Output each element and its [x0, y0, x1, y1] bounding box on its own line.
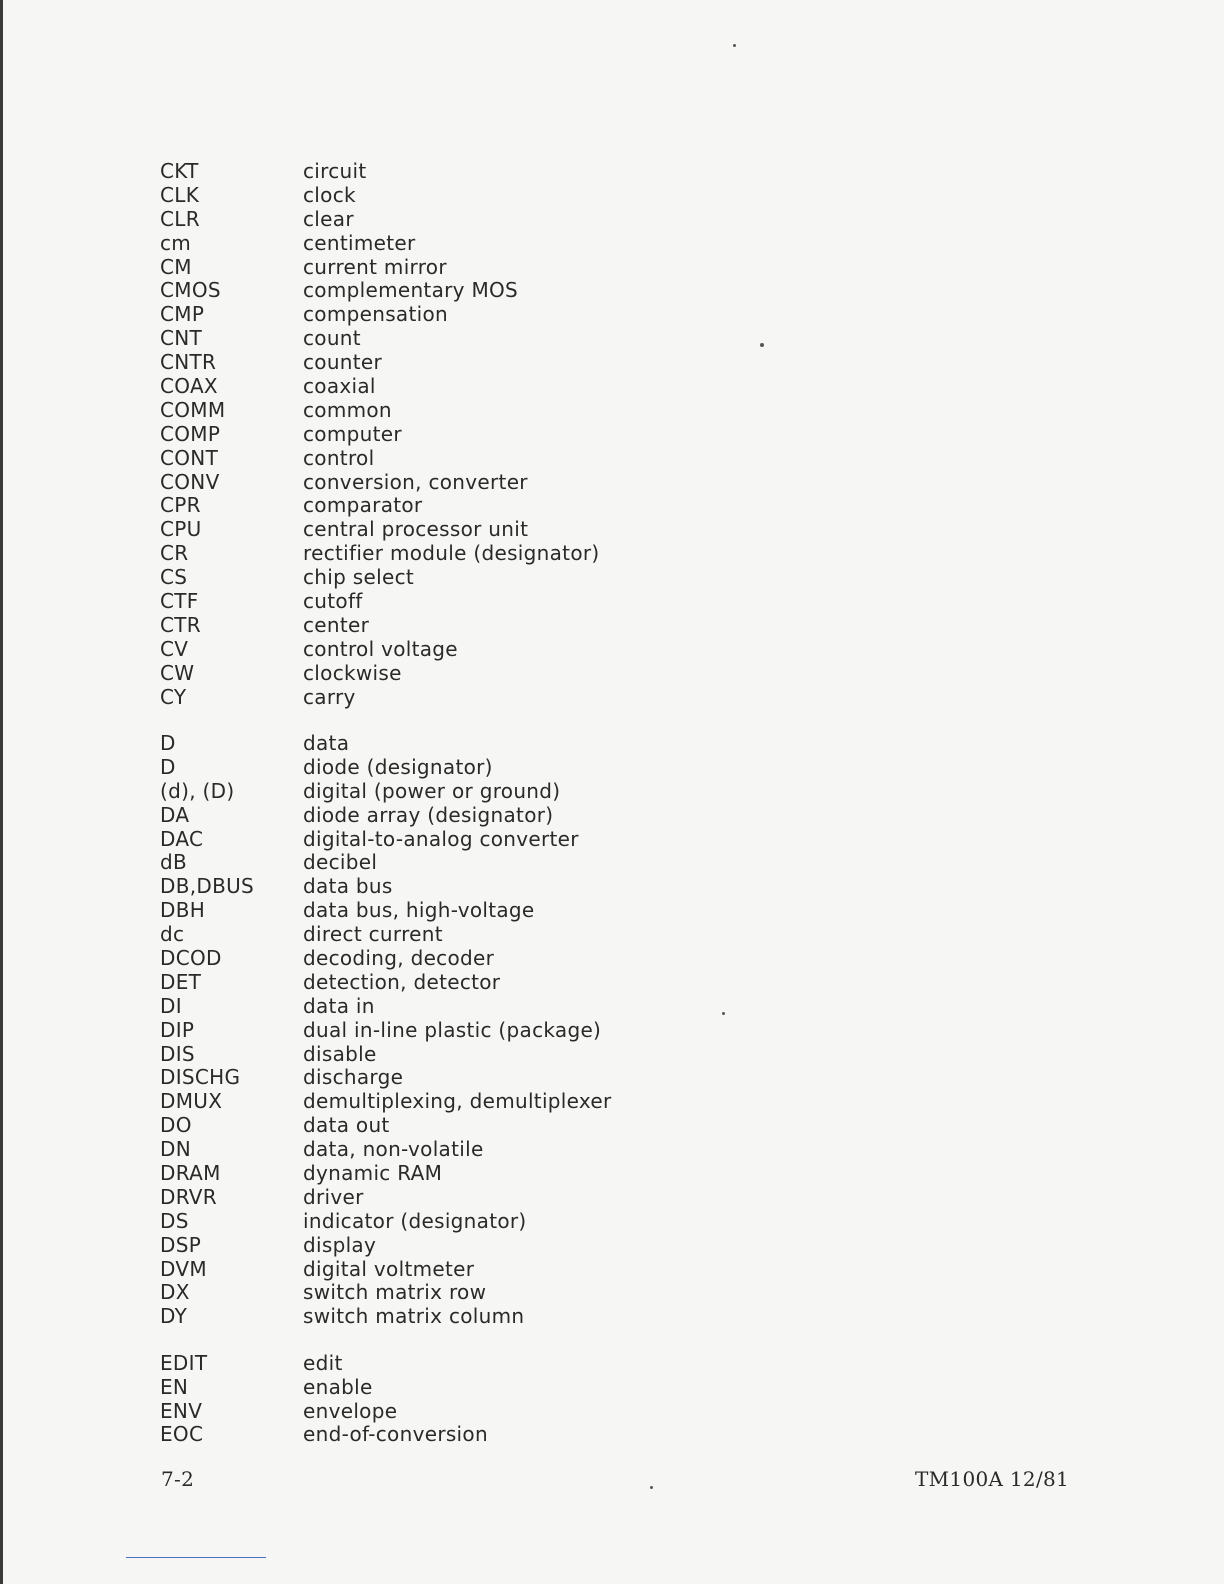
- definition: discharge: [303, 1065, 404, 1090]
- definition: enable: [303, 1374, 373, 1399]
- glossary-entry: [160, 686, 860, 710]
- definition: data out: [303, 1113, 390, 1138]
- glossary-section: [160, 1352, 860, 1448]
- definition: count: [303, 326, 361, 351]
- glossary-entry: [160, 923, 860, 947]
- definition: compensation: [303, 302, 448, 327]
- glossary-entry: [160, 1114, 860, 1138]
- glossary-entry: [160, 614, 860, 638]
- definition: envelope: [303, 1398, 398, 1423]
- abbreviation: ENV: [160, 1398, 203, 1423]
- glossary-entry: [160, 232, 860, 256]
- glossary-entry: [160, 662, 860, 686]
- scan-speck: [733, 44, 736, 47]
- abbreviation: DRVR: [160, 1184, 217, 1209]
- abbreviation: COAX: [160, 374, 218, 399]
- abbreviation: DRAM: [160, 1161, 221, 1186]
- abbreviation: CNT: [160, 326, 203, 351]
- abbreviation: CPR: [160, 493, 201, 518]
- definition: demultiplexing, demultiplexer: [303, 1089, 612, 1114]
- definition: data bus: [303, 874, 393, 899]
- abbreviation: DET: [160, 969, 202, 994]
- definition: clock: [303, 182, 356, 207]
- glossary-entry: [160, 756, 860, 780]
- abbreviation: CV: [160, 636, 189, 661]
- glossary-entry: [160, 1090, 860, 1114]
- abbreviation: DIP: [160, 1017, 195, 1042]
- definition: clear: [303, 206, 354, 231]
- glossary-entry: [160, 804, 860, 828]
- abbreviation: CW: [160, 660, 195, 685]
- definition: common: [303, 397, 392, 422]
- glossary-entry: [160, 160, 860, 184]
- abbreviation: DB,DBUS: [160, 874, 255, 899]
- definition: driver: [303, 1184, 364, 1209]
- abbreviation: dc: [160, 922, 185, 947]
- definition: control voltage: [303, 636, 458, 661]
- definition: digital voltmeter: [303, 1256, 475, 1281]
- abbreviation: CTR: [160, 612, 201, 637]
- abbreviation: DCOD: [160, 946, 222, 970]
- definition: counter: [303, 350, 383, 375]
- definition: coaxial: [303, 374, 376, 399]
- abbreviation: COMM: [160, 397, 226, 422]
- abbreviation: D: [160, 754, 176, 779]
- glossary-entry: [160, 899, 860, 923]
- definition: digital (power or ground): [303, 778, 561, 803]
- abbreviation: COMP: [160, 421, 221, 446]
- glossary-entry: [160, 566, 860, 590]
- definition: decoding, decoder: [303, 946, 495, 970]
- abbreviation: D: [160, 730, 176, 755]
- abbreviation: CKT: [160, 159, 199, 183]
- definition: dual in-line plastic (package): [303, 1017, 602, 1042]
- definition: dynamic RAM: [303, 1161, 443, 1186]
- abbreviation: EN: [160, 1374, 189, 1399]
- glossary-section: [160, 732, 860, 1329]
- definition: clockwise: [303, 660, 402, 685]
- definition: edit: [303, 1350, 343, 1375]
- glossary-entry: [160, 1423, 860, 1447]
- glossary-entry: [160, 971, 860, 995]
- definition: rectifier module (designator): [303, 541, 600, 566]
- abbreviation: (d), (D): [160, 778, 235, 803]
- document-id: TM100A 12/81: [915, 1467, 1070, 1491]
- glossary-entry: [160, 1066, 860, 1090]
- abbreviation: CLK: [160, 182, 200, 207]
- page-left-edge: [0, 0, 3, 1584]
- abbreviation: CR: [160, 541, 189, 566]
- definition: digital-to-analog converter: [303, 826, 579, 851]
- abbreviation: CY: [160, 684, 187, 709]
- glossary-entry: [160, 1234, 860, 1258]
- page-number: 7-2: [161, 1467, 195, 1491]
- abbreviation: CONV: [160, 469, 220, 494]
- glossary-entry: [160, 851, 860, 875]
- definition: switch matrix row: [303, 1280, 487, 1305]
- abbreviation: DS: [160, 1208, 189, 1233]
- abbreviation: DMUX: [160, 1089, 223, 1114]
- glossary-entry: [160, 518, 860, 542]
- abbreviation: DSP: [160, 1232, 202, 1257]
- abbreviation: DVM: [160, 1256, 207, 1281]
- glossary-entry: [160, 327, 860, 351]
- glossary-entry: [160, 1210, 860, 1234]
- glossary-entry: [160, 1352, 860, 1376]
- glossary-entry: [160, 875, 860, 899]
- glossary-entry: [160, 279, 860, 303]
- definition: center: [303, 612, 370, 637]
- abbreviation: DN: [160, 1137, 191, 1162]
- abbreviation: DAC: [160, 826, 204, 851]
- definition: diode array (designator): [303, 802, 554, 827]
- scan-speck: [722, 1012, 725, 1015]
- glossary-entry: [160, 947, 860, 971]
- glossary-entry: [160, 303, 860, 327]
- abbreviation: dB: [160, 850, 188, 875]
- definition: circuit: [303, 159, 367, 183]
- glossary-entry: [160, 208, 860, 232]
- definition: switch matrix column: [303, 1304, 525, 1329]
- definition: control: [303, 445, 375, 470]
- abbreviation: EOC: [160, 1422, 204, 1447]
- glossary-entry: [160, 351, 860, 375]
- definition: data bus, high-voltage: [303, 898, 535, 923]
- definition: cutoff: [303, 589, 363, 614]
- abbreviation: cm: [160, 230, 192, 255]
- definition: data in: [303, 993, 375, 1018]
- definition: indicator (designator): [303, 1208, 527, 1233]
- glossary-entry: [160, 1258, 860, 1282]
- abbreviation: CTF: [160, 589, 199, 614]
- glossary-entry: [160, 256, 860, 280]
- abbreviation: DIS: [160, 1041, 195, 1066]
- abbreviation: CS: [160, 565, 188, 590]
- glossary-entry: [160, 471, 860, 495]
- glossary-entry: [160, 638, 860, 662]
- glossary-entry: [160, 1162, 860, 1186]
- abbreviation: EDIT: [160, 1350, 208, 1375]
- abbreviation: DO: [160, 1113, 192, 1138]
- definition: centimeter: [303, 230, 416, 255]
- abbreviation: DISCHG: [160, 1065, 241, 1090]
- glossary-entry: [160, 590, 860, 614]
- definition: carry: [303, 684, 356, 709]
- abbreviation: DI: [160, 993, 182, 1018]
- glossary-entry: [160, 828, 860, 852]
- glossary-entry: [160, 423, 860, 447]
- definition: computer: [303, 421, 402, 446]
- glossary-entry: [160, 732, 860, 756]
- definition: comparator: [303, 493, 423, 518]
- glossary-entry: [160, 184, 860, 208]
- glossary-entry: [160, 1138, 860, 1162]
- abbreviation-glossary: [160, 160, 860, 1447]
- definition: diode (designator): [303, 754, 493, 779]
- abbreviation: CPU: [160, 517, 202, 542]
- definition: disable: [303, 1041, 377, 1066]
- definition: complementary MOS: [303, 278, 519, 303]
- abbreviation: CMP: [160, 302, 205, 327]
- glossary-entry: [160, 1186, 860, 1210]
- glossary-entry: [160, 1019, 860, 1043]
- definition: direct current: [303, 922, 443, 947]
- definition: data: [303, 730, 350, 755]
- glossary-entry: [160, 542, 860, 566]
- definition: detection, detector: [303, 969, 501, 994]
- glossary-entry: [160, 1281, 860, 1305]
- glossary-entry: [160, 1043, 860, 1067]
- abbreviation: CLR: [160, 206, 200, 231]
- scan-edge-line: [126, 1557, 266, 1558]
- scan-speck: [760, 343, 764, 347]
- definition: chip select: [303, 565, 415, 590]
- abbreviation: CM: [160, 254, 192, 279]
- glossary-entry: [160, 447, 860, 471]
- abbreviation: DY: [160, 1304, 188, 1329]
- glossary-entry: [160, 1376, 860, 1400]
- abbreviation: DA: [160, 802, 190, 827]
- abbreviation: CONT: [160, 445, 219, 470]
- glossary-entry: [160, 399, 860, 423]
- definition: central processor unit: [303, 517, 529, 542]
- abbreviation: CNTR: [160, 350, 217, 375]
- glossary-section: [160, 160, 860, 709]
- glossary-entry: [160, 1400, 860, 1424]
- glossary-entry: [160, 995, 860, 1019]
- glossary-entry: [160, 494, 860, 518]
- definition: display: [303, 1232, 377, 1257]
- definition: current mirror: [303, 254, 447, 279]
- scan-speck: [650, 1486, 653, 1489]
- definition: end-of-conversion: [303, 1422, 488, 1447]
- definition: decibel: [303, 850, 378, 875]
- glossary-entry: [160, 375, 860, 399]
- definition: data, non-volatile: [303, 1137, 484, 1162]
- abbreviation: DBH: [160, 898, 206, 923]
- glossary-entry: [160, 1305, 860, 1329]
- definition: conversion, converter: [303, 469, 528, 494]
- abbreviation: DX: [160, 1280, 190, 1305]
- abbreviation: CMOS: [160, 278, 221, 303]
- glossary-entry: [160, 780, 860, 804]
